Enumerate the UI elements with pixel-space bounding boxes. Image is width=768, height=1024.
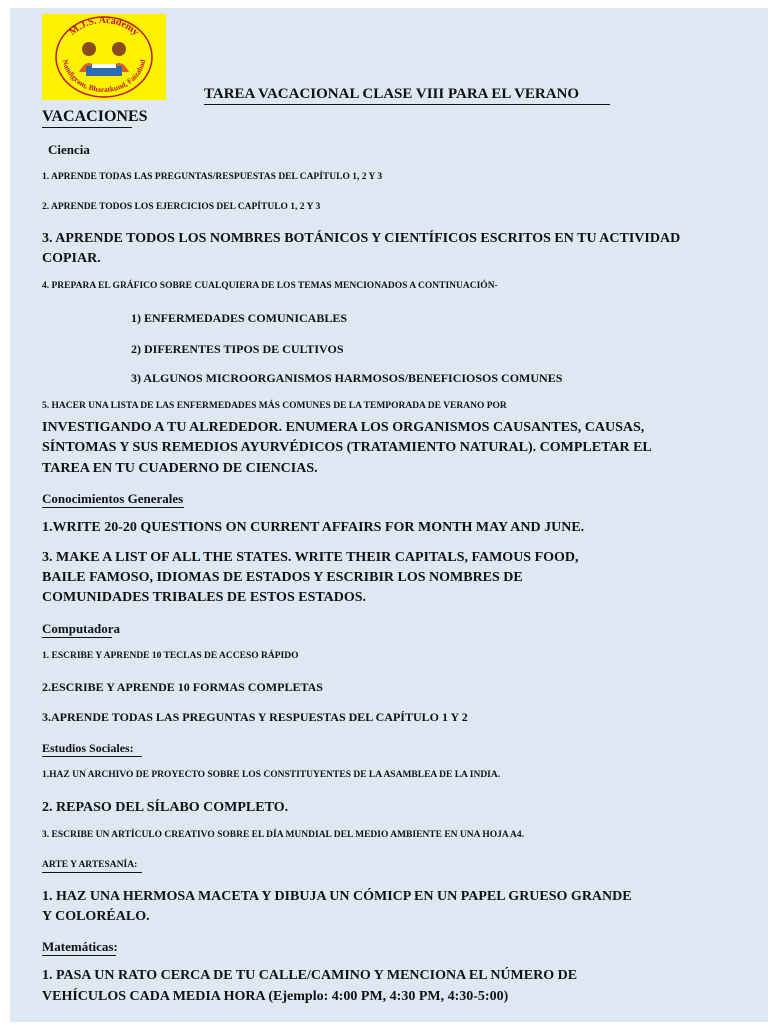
section-heading-computadora: Computadora — [42, 621, 121, 636]
ciencia-item-2: 2. APRENDE TODOS LOS EJERCICIOS DEL CAPÍTULO 1, 2 Y 3 — [42, 202, 321, 212]
arte-underline — [42, 872, 142, 873]
page-subtitle: VACACIONES — [42, 108, 148, 125]
ciencia-item-1: 1. APRENDE TODAS LAS PREGUNTAS/RESPUESTAS DEL CAPÍTULO 1, 2 Y 3 — [42, 172, 383, 182]
matematicas-underline — [42, 955, 116, 956]
ciencia-topic-1: 1) ENFERMEDADES COMUNICABLES — [131, 311, 348, 325]
computadora-item-3: 3.APRENDE TODAS LAS PREGUNTAS Y RESPUESTAS DEL CAPÍTULO 1 Y 2 — [42, 710, 468, 724]
conocimientos-item-3-line-2: BAILE FAMOSO, IDIOMAS DE ESTADOS Y ESCRIBIR LOS NOMBRES DE — [42, 570, 523, 585]
ciencia-topic-2: 2) DIFERENTES TIPOS DE CULTIVOS — [131, 342, 344, 356]
estudios-item-3: 3. ESCRIBE UN ARTÍCULO CREATIVO SOBRE EL DÍA MUNDIAL DEL MEDIO AMBIENTE EN UNA HOJA A4. — [42, 830, 525, 840]
svg-text:Nandigram, Bharatkund, Faizaba: Nandigram, Bharatkund, Faizabad — [60, 58, 148, 95]
arte-item-1-line-1: 1. HAZ UNA HERMOSA MACETA Y DIBUJA UN CÓMICP EN UN PAPEL GRUESO GRANDE — [42, 889, 632, 904]
page-title: TAREA VACACIONAL CLASE VIII PARA EL VERANO — [204, 86, 580, 102]
school-logo — [42, 14, 166, 100]
section-heading-matematicas: Matemáticas: — [42, 939, 118, 954]
conocimientos-item-3-line-3: COMUNIDADES TRIBALES DE ESTOS ESTADOS. — [42, 590, 367, 605]
ciencia-item-3-line-2: COPIAR. — [42, 251, 101, 266]
computadora-underline — [42, 637, 112, 638]
ciencia-item-5-line-3: SÍNTOMAS Y SUS REMEDIOS AYURVÉDICOS (TRATAMIENTO NATURAL). COMPLETAR EL — [42, 440, 652, 455]
document-page — [10, 8, 768, 1022]
ciencia-topic-3: 3) ALGUNOS MICROORGANISMOS HARMOSOS/BENEFICIOSOS COMUNES — [131, 371, 563, 385]
computadora-item-2: 2.ESCRIBE Y APRENDE 10 FORMAS COMPLETAS — [42, 680, 323, 694]
ciencia-item-5-line-1: 5. HACER UNA LISTA DE LAS ENFERMEDADES MÁS COMUNES DE LA TEMPORADA DE VERANO POR — [42, 401, 507, 411]
section-heading-arte: ARTE Y ARTESANÍA: — [42, 860, 138, 870]
estudios-underline — [42, 756, 142, 757]
section-heading-estudios: Estudios Sociales: — [42, 741, 134, 755]
svg-text:M.J.S. Academy: M.J.S. Academy — [67, 14, 141, 39]
matematicas-item-1-line-2: VEHÍCULOS CADA MEDIA HORA (Ejemplo: 4:00 PM, 4:30 PM, 4:30-5:00) — [42, 989, 509, 1004]
conocimientos-item-1: 1.WRITE 20-20 QUESTIONS ON CURRENT AFFAIRS FOR MONTH MAY AND JUNE. — [42, 520, 585, 535]
ciencia-item-5-line-2: INVESTIGANDO A TU ALREDEDOR. ENUMERA LOS ORGANISMOS CAUSANTES, CAUSAS, — [42, 420, 645, 435]
subtitle-underline — [42, 127, 132, 128]
conocimientos-item-3-line-1: 3. MAKE A LIST OF ALL THE STATES. WRITE THEIR CAPITALS, FAMOUS FOOD, — [42, 550, 579, 565]
ciencia-item-5-line-4: TAREA EN TU CUADERNO DE CIENCIAS. — [42, 461, 318, 476]
matematicas-item-1-line-1: 1. PASA UN RATO CERCA DE TU CALLE/CAMINO Y MENCIONA EL NÚMERO DE — [42, 968, 578, 983]
title-underline — [204, 104, 610, 105]
ciencia-item-3-line-1: 3. APRENDE TODOS LOS NOMBRES BOTÁNICOS Y CIENTÍFICOS ESCRITOS EN TU ACTIVIDAD — [42, 231, 681, 246]
estudios-item-1: 1.HAZ UN ARCHIVO DE PROYECTO SOBRE LOS CONSTITUYENTES DE LA ASAMBLEA DE LA INDIA. — [42, 770, 501, 780]
estudios-item-2: 2. REPASO DEL SÍLABO COMPLETO. — [42, 800, 289, 815]
conocimientos-underline — [42, 507, 184, 508]
ciencia-item-4: 4. PREPARA EL GRÁFICO SOBRE CUALQUIERA DE LOS TEMAS MENCIONADOS A CONTINUACIÓN- — [42, 281, 498, 291]
arte-item-1-line-2: Y COLORÉALO. — [42, 909, 150, 924]
computadora-item-1: 1. ESCRIBE Y APRENDE 10 TECLAS DE ACCESO RÁPIDO — [42, 651, 299, 661]
school-emblem-icon — [42, 14, 166, 100]
section-heading-ciencia: Ciencia — [48, 142, 90, 157]
section-heading-conocimientos: Conocimientos Generales — [42, 491, 184, 506]
